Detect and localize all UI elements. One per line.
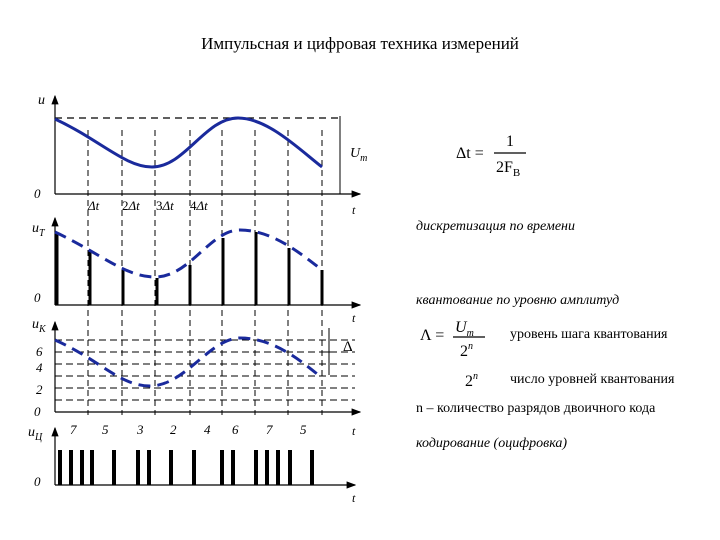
t-label-2: t — [352, 311, 356, 325]
digit-code: 4 — [204, 422, 211, 437]
formula-lambda — [420, 319, 485, 360]
zero-label-4: 0 — [34, 474, 41, 489]
digit-code: 2 — [170, 422, 177, 437]
code-pulse — [231, 450, 235, 485]
t-label-4: t — [352, 491, 356, 505]
t-label-1: t — [352, 203, 356, 217]
quantized-signal-dashed — [55, 338, 322, 386]
code-pulse — [90, 450, 94, 485]
code-pulse — [220, 450, 224, 485]
dt-numerator: 1 — [506, 133, 514, 150]
dt-lhs: Δt = — [456, 145, 484, 162]
tick-dt-4: 4Δt — [190, 198, 208, 213]
tick-dt-3: 3Δt — [156, 198, 174, 213]
tick-dt-1: Δt — [88, 198, 100, 213]
uC-axis-label: $u_Ц$ — [28, 425, 43, 443]
code-pulse — [147, 450, 151, 485]
formula-dt — [456, 133, 526, 179]
code-pulse — [288, 450, 292, 485]
code-pulse — [112, 450, 116, 485]
code-pulse — [254, 450, 258, 485]
desc-n-definition: n – количество разрядов двоичного кода — [416, 401, 656, 416]
zero-label-3: 0 — [34, 404, 41, 419]
digit-code: 7 — [70, 422, 77, 437]
code-pulses — [58, 450, 314, 485]
code-pulse — [169, 450, 173, 485]
code-pulse — [69, 450, 73, 485]
code-pulse — [80, 450, 84, 485]
code-pulse — [58, 450, 62, 485]
page-title: Импульсная и цифровая техника измерений — [201, 34, 519, 53]
code-pulse — [192, 450, 196, 485]
digit-code: 7 — [266, 422, 273, 437]
code-pulse — [310, 450, 314, 485]
panel-sampled — [32, 218, 360, 325]
digit-code: 6 — [232, 422, 239, 437]
formula-levels: 2$^n$ — [465, 371, 478, 390]
step-delta-symbol: Δ — [343, 339, 353, 355]
panel-quantized — [32, 317, 360, 419]
code-pulse — [276, 450, 280, 485]
digit-code: 3 — [137, 422, 144, 437]
zero-label-2: 0 — [34, 290, 41, 305]
desc-step-level: уровень шага квантования — [510, 327, 668, 342]
code-pulse — [265, 450, 269, 485]
level-label-6: 6 — [36, 344, 43, 359]
lambda-numerator: $U_m$ — [455, 319, 474, 339]
digit-code: 5 — [102, 422, 109, 437]
u-axis-label: u — [38, 93, 45, 108]
uK-axis-label: $u_K$ — [32, 317, 46, 335]
code-pulse — [136, 450, 140, 485]
panel-coded — [28, 422, 356, 505]
uT-axis-label: $u_T$ — [32, 221, 45, 239]
digit-codes — [70, 422, 307, 437]
um-label: $U_m$ — [350, 146, 368, 164]
desc-number-of-levels: число уровней квантования — [510, 372, 675, 387]
desc-time-sampling: дискретизация по времени — [416, 219, 575, 234]
dt-denominator: $2F_B$ — [496, 159, 521, 179]
level-label-2: 2 — [36, 382, 43, 397]
lambda-denominator: 2$^n$ — [460, 341, 473, 360]
lambda-lhs: Λ = — [420, 327, 445, 344]
continuous-signal-curve — [55, 118, 322, 167]
level-label-4: 4 — [36, 360, 43, 375]
t-label-3: t — [352, 424, 356, 438]
desc-coding: кодирование (оцифровка) — [416, 436, 568, 451]
tick-dt-2: 2Δt — [122, 198, 140, 213]
zero-label-1: 0 — [34, 186, 41, 201]
digit-code: 5 — [300, 422, 307, 437]
time-tick-labels — [87, 198, 208, 213]
desc-amplitude-quantization: квантование по уровню амплитуд — [416, 293, 620, 308]
